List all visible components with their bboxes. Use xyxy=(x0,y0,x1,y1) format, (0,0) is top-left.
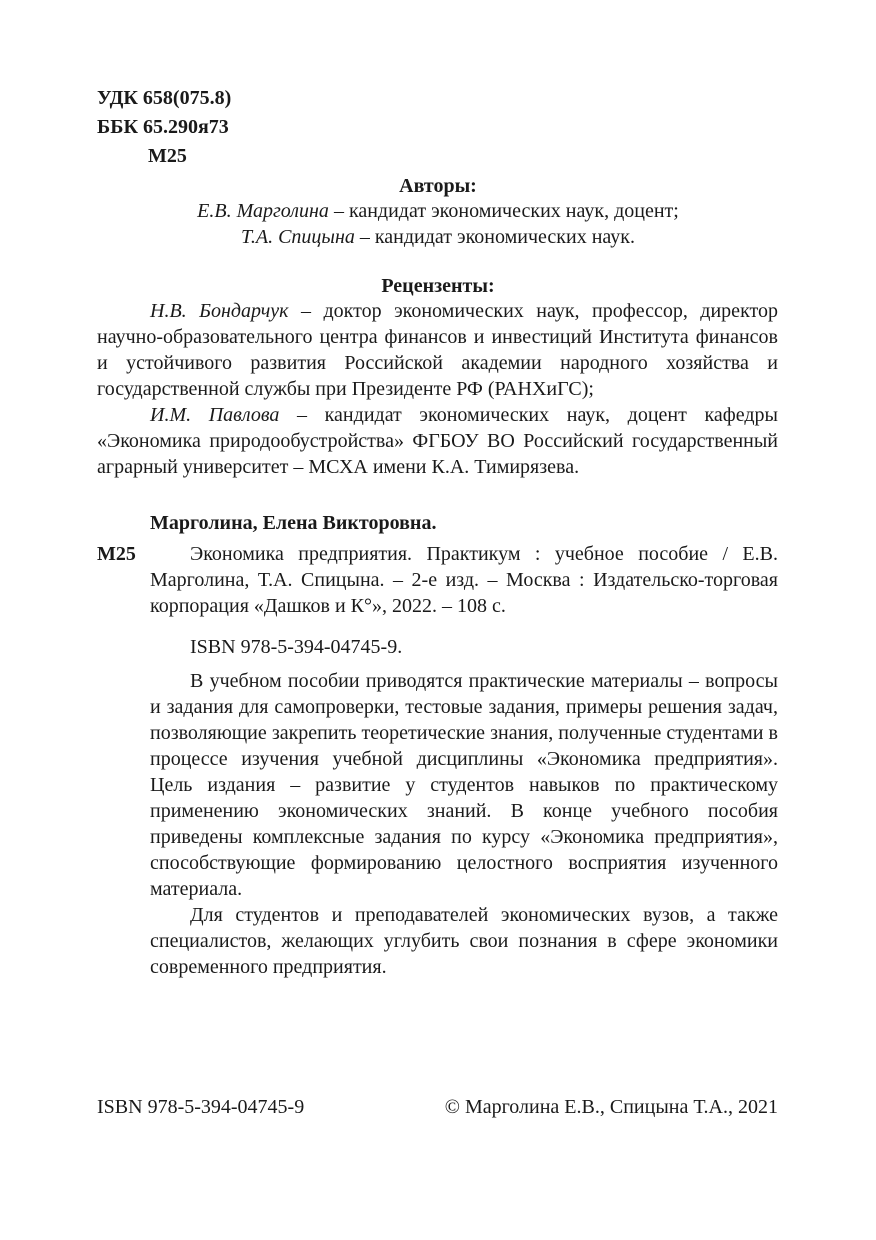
main-author: Марголина, Елена Викторовна. xyxy=(150,512,437,534)
reviewer-desc: – доктор экономических наук, профессор, директор научно-образовательного центра финансов и инвестиций Института финансов и устойчивого развития Российской академии народного хозяйства и государственной службы при Президенте РФ (РАНХиГС); xyxy=(97,300,778,400)
author-entry xyxy=(120,198,756,224)
classification-block xyxy=(97,84,231,171)
reviewers-list xyxy=(97,298,778,480)
bibliography-description: Экономика предприятия. Практикум : учебное пособие / Е.В. Марголина, Т.А. Спицына. – 2-е изд. – Москва : Издательско-торговая корпорация «Дашков и К°», 2022. – 108 с. xyxy=(150,543,778,617)
bibliography-mark: М25 xyxy=(97,543,136,565)
authors-heading: Авторы: xyxy=(399,175,477,197)
reviewer-name: Н.В. Бондарчук xyxy=(150,300,289,322)
footer-isbn: ISBN 978-5-394-04745-9 xyxy=(97,1096,305,1118)
author-desc: – кандидат экономических наук. xyxy=(354,226,636,248)
footer-copyright: © Марголина Е.В., Спицына Т.А., 2021 xyxy=(444,1096,778,1118)
reviewer-name: И.М. Павлова xyxy=(150,404,280,426)
reviewer-entry xyxy=(97,402,778,480)
abstract xyxy=(150,668,778,980)
reviewers-heading: Рецензенты: xyxy=(381,275,495,297)
author-name: Т.А. Спицына xyxy=(240,226,355,248)
bibliography-isbn: ISBN 978-5-394-04745-9. xyxy=(190,636,403,658)
author-name: Е.В. Марголина xyxy=(197,200,329,222)
udk-code: УДК 658(075.8) xyxy=(97,87,232,109)
reviewer-desc: – кандидат экономических наук, доцент кафедры «Экономика природообустройства» ФГБОУ ВО Российский государственный аграрный университет – МСХА имени К.А. Тимирязева. xyxy=(97,404,778,478)
abstract-paragraph: Для студентов и преподавателей экономических вузов, а также специалистов, желающих углубить свои познания в сфере экономики современного предприятия. xyxy=(150,904,778,978)
reviewer-entry xyxy=(97,298,778,402)
author-mark: М25 xyxy=(148,145,187,167)
abstract-paragraph: В учебном пособии приводятся практические материалы – вопросы и задания для самопроверки, тестовые задания, примеры решения задач, позволяющие закрепить теоретические знания, полученные студентами в процессе изучения учебной дисциплины «Экономика предприятия». Цель издания – развитие у студентов навыков по практическому применению экономических знаний. В конце учебного пособия приведены комплексные задания по курсу «Экономика предприятия», способствующие формированию целостного восприятия изученного материала. xyxy=(150,670,778,900)
bbk-code: ББК 65.290я73 xyxy=(97,116,229,138)
author-entry xyxy=(120,224,756,250)
author-desc: – кандидат экономических наук, доцент; xyxy=(328,200,679,222)
authors-list xyxy=(120,198,756,250)
